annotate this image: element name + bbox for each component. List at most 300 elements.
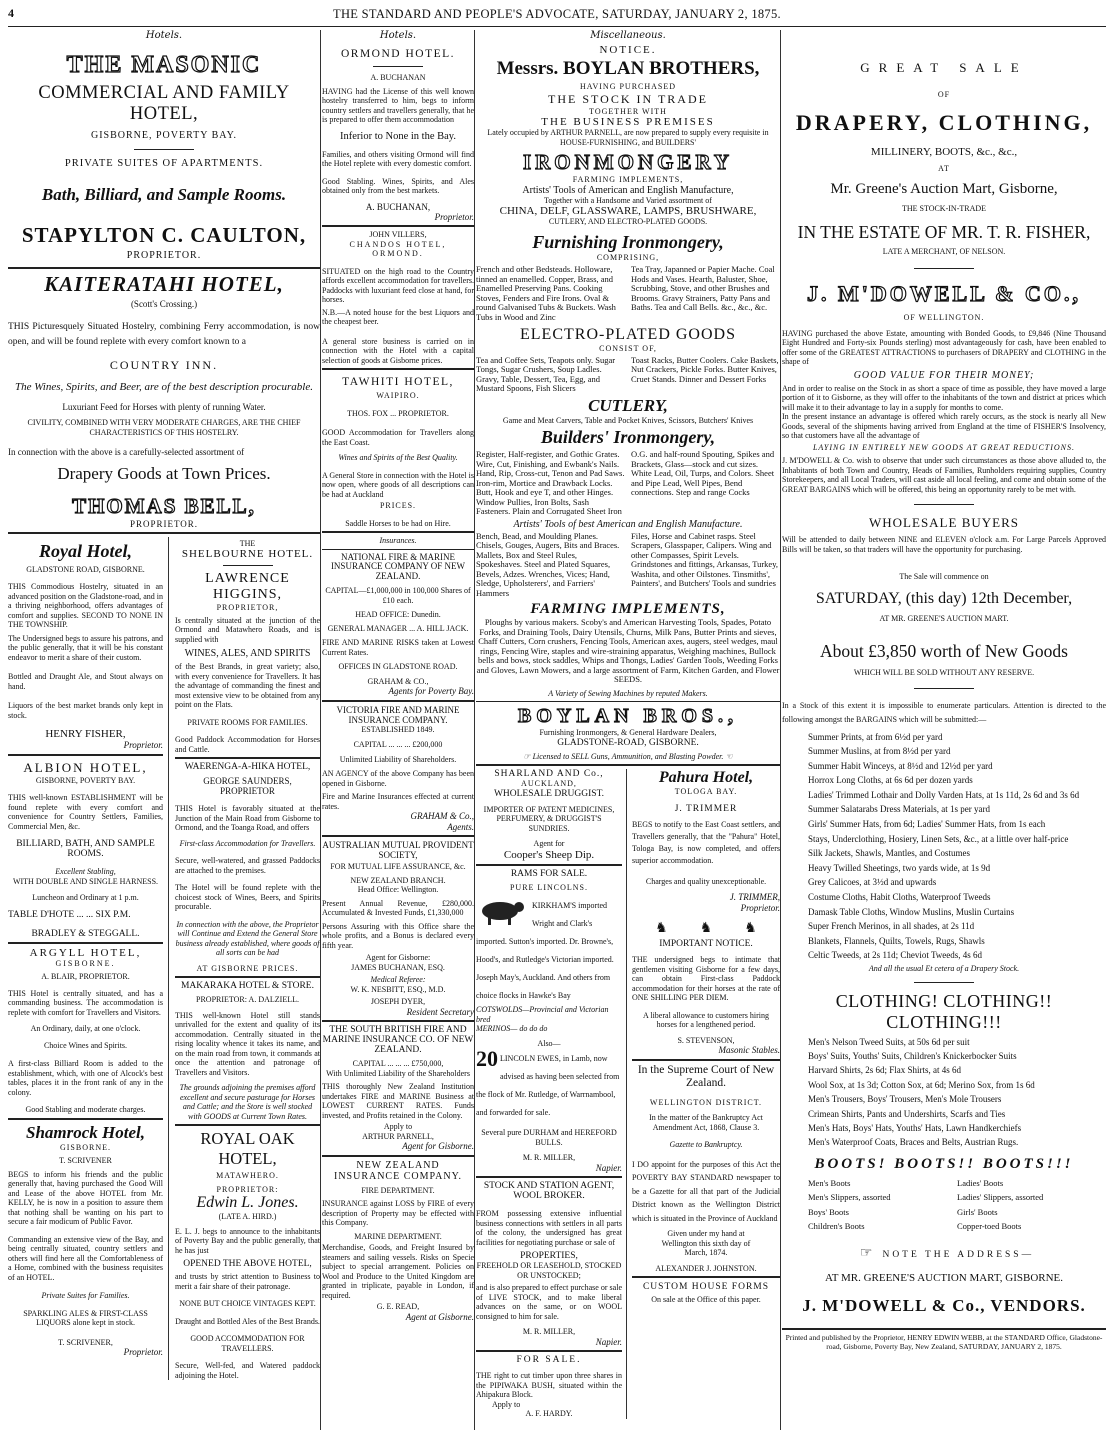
ad-title: AUSTRALIAN MUTUAL PROVIDENT SOCIETY, xyxy=(322,840,474,860)
list-item: Ladies' Boots xyxy=(957,1177,1004,1188)
ad-body: J. M'DOWELL & Co. wish to observe that under such circumstances as those above alluded to, the Inhabitants of both Town and Country, Heads of Families, Runholders requiring supplies, Country Storekeepers, and all Local Traders, will cast aside all local feeling, and come and obtain some of the GREAT BARGAINS which will be offered, this being an opportunity rarely to be met with. xyxy=(782,456,1106,494)
list-item: Men's Boots xyxy=(808,1177,851,1188)
ad-title: FOR SALE. xyxy=(516,1355,582,1365)
ad-body: THIS Picturesquely Situated Hostelry, combining Ferry accommodation, is now open, and will be found replete with every comfort known to a xyxy=(8,321,320,347)
stock-agent-ad xyxy=(476,1181,622,1347)
ad-line: OF xyxy=(937,90,951,99)
ad-line: CAPITAL ... ... ... £750,000, xyxy=(352,1059,444,1068)
ad-line: Private Suites for Families. xyxy=(41,1291,130,1300)
kaiteratahi-hotel-ad xyxy=(8,272,320,529)
ad-line: AT GISBORNE PRICES. xyxy=(196,963,299,973)
column-3 xyxy=(476,44,780,1434)
column-rule xyxy=(320,30,321,1430)
ad-line: IN THE ESTATE OF MR. T. R. FISHER, xyxy=(797,221,1091,242)
newspaper-title: THE STANDARD AND PEOPLE'S ADVOCATE, SATURDAY, JANUARY 2, 1875. xyxy=(333,7,781,21)
ad-place: WAIPIRO. xyxy=(376,391,420,400)
ad-line: THE STOCK-IN-TRADE xyxy=(901,204,987,213)
ad-title: ARGYLL HOTEL, xyxy=(29,946,142,959)
ad-body: In the matter of the Bankruptcy Act Amendment Act, 1868, Clause 3. xyxy=(649,1113,763,1132)
ad-body: Liquors of the best market brands only kept in stock. xyxy=(8,701,163,720)
ad-line: About £3,850 worth of New Goods xyxy=(820,641,1068,661)
ad-line: AT xyxy=(938,163,950,173)
ad-owner: STAPYLTON C. CAULTON, xyxy=(21,223,307,247)
masonic-hotel-ad xyxy=(8,52,320,261)
ad-line: WITH DOUBLE AND SINGLE HARNESS. xyxy=(12,876,159,886)
ad-body: The grounds adjoining the premises afford excellent and secure pasturage for Horses and Cattle; and the Store is well stocked with GOODS at Current Town Rates. xyxy=(179,1083,316,1121)
address-line: ☞ NOTE THE ADDRESS— xyxy=(859,1245,1035,1261)
list-item: Summer Prints, at from 6½d per yard xyxy=(808,731,943,742)
ad-owner: A. BLAIR, PROPRIETOR. xyxy=(41,972,130,981)
ad-line: Also— xyxy=(537,1038,561,1048)
section-heading: Hotels. xyxy=(379,30,417,41)
ad-title: WAERENGA-A-HIKA HOTEL, xyxy=(184,762,311,772)
ad-body: Good Stabling. Wines, Spirits, and Ales obtained only from the best markets. xyxy=(322,176,474,195)
ad-line: Builders' Ironmongery, xyxy=(540,427,716,447)
makaraka-hotel-ad xyxy=(175,981,320,1121)
ad-body: A liberal allowance to customers hiring horses for a lengthened period. xyxy=(643,1010,769,1029)
ormond-hotel-ad xyxy=(322,48,474,222)
column-3-lower xyxy=(476,769,780,1419)
ad-role: Agent at Gisborne. xyxy=(405,1311,474,1322)
list-item: Grey Calicoes, at 3½d and upwards xyxy=(808,877,937,888)
ad-body: Will be attended to daily between NINE and ELEVEN o'clock a.m. For Large Parcels Approved Bills will be taken, so that traders will have the opportunity for purchasing. xyxy=(782,535,1106,554)
list-item: Crimean Shirts, Pants and Undershirts, Scarfs and Ties xyxy=(808,1108,1006,1119)
ad-line: FREEHOLD OR LEASEHOLD, STOCKED OR UNSTOCKED; xyxy=(476,1261,622,1280)
ad-owner: T. SCRIVENER, xyxy=(58,1337,113,1347)
ad-body: Lately occupied by ARTHUR PARNELL, are now prepared to supply every requisite in HOUSE-FURNISHING, and BUILDERS' xyxy=(487,128,769,147)
ad-owner: ALEXANDER J. JOHNSTON. xyxy=(655,1263,757,1273)
ad-body: THIS thoroughly New Zealand Institution undertakes FIRE and MARINE Business at LOWEST CURRENT RATES. Funds invested, and Profits retained in the Colony. xyxy=(322,1082,474,1120)
list-item: Wool Sox, at 1s 3d; Cotton Sox, at 6d; Merino Sox, from 1s 6d xyxy=(808,1079,1035,1090)
ad-owner: GEORGE SAUNDERS, PROPRIETOR xyxy=(203,776,292,796)
ad-body: FROM possessing extensive influential business connections with settlers in all parts of the colony, the undersigned has great facilities for negotiating purchase or sale of xyxy=(476,1209,622,1247)
ad-line: AT MR. GREENE'S AUCTION MART. xyxy=(879,613,1009,623)
ad-line: WHOLESALE BUYERS xyxy=(869,515,1019,530)
ad-place: TOLOGA BAY. xyxy=(674,787,738,796)
ad-line: The Wines, Spirits, and Beer, are of the best description procurable. xyxy=(15,380,313,393)
boylan-brothers-ad xyxy=(476,44,780,761)
shamrock-hotel-ad xyxy=(8,1123,163,1358)
ad-place: ORMOND. xyxy=(372,249,424,258)
list-item: Boys' Suits, Youths' Suits, Children's Knickerbocker Suits xyxy=(808,1050,1017,1061)
chandos-hotel-ad xyxy=(322,230,474,365)
list-item: Men's Hats, Boys' Hats, Youths' Hats, Lawn Handkerchiefs xyxy=(808,1122,1022,1133)
ad-line: Mr. Greene's Auction Mart, Gisborne, xyxy=(830,181,1058,197)
ad-line: GLADSTONE-ROAD, GISBORNE. xyxy=(557,737,699,748)
ad-body: THE undersigned begs to intimate that gentlemen visiting Gisborne for a few days, can obtain First-class Paddock accommodation for their horses at the rate of ONE SHILLING PER DIEM. xyxy=(632,955,780,1002)
ad-line: (LATE A. HIRD.) xyxy=(218,1212,277,1221)
ewes-body: 20 LINCOLN EWES, in Lamb, now advised as having been selected from the flock of Mr. Rutledge, of Warrnambool, and forwarded for sale. xyxy=(476,1046,620,1117)
ad-body: THIS Hotel is favorably situated at the Junction of the Main Road from Gisborne to Ormond, and the Toanga Road, and offers xyxy=(175,804,320,832)
ad-line: Artists' Tools of best American and English Manufacture. xyxy=(513,518,743,530)
ad-line: An Ordinary, daily, at one o'clock. xyxy=(30,1024,141,1033)
ad-line: FOR MUTUAL LIFE ASSURANCE, &c. xyxy=(330,862,466,871)
ad-body: SITUATED on the high road to the Country affords excellent accommodation for travellers. Paddocks with luxuriant feed close at hand, for horses. xyxy=(322,266,474,304)
list-right: Toast Racks, Butter Coolers. Cake Baskets, Nut Crackers, Pickle Forks. Butter Knives, Cruet Stands. Dinner and Dessert Forks xyxy=(631,354,779,384)
ad-line: Unlimited Liability of Shareholders. xyxy=(339,754,457,764)
ad-subtitle: (Scott's Crossing.) xyxy=(130,299,198,309)
list-item: Celtic Tweeds, at 2s 11d; Cheviot Tweeds, 4s 6d xyxy=(808,950,983,961)
ad-line: NONE BUT CHOICE VINTAGES KEPT. xyxy=(179,1299,316,1308)
ad-body: BEGS to inform his friends and the public generally that, having purchased the Good Will and Lease of the above HOTEL from Mr. KELLY, he is now in a position to assure them that nothing shall be wanting on his part to secure a fair modicum of Public Favor. xyxy=(8,1169,163,1226)
ad-line: HEAD OFFICE: Dunedin. xyxy=(355,610,441,619)
ad-body: Fire and Marine Insurances effected at current rates. xyxy=(322,792,474,811)
ad-body: THIS well-known ESTABLISHMENT will be found replete with every comfort and convenience for Country Settlers, Families, Commercial Men, &c. xyxy=(8,793,163,831)
list-left: French and other Bedsteads. Holloware, tinned an enamelled. Copper, Brass, and Enamelled Preserving Pans. Cooking Stoves, Fenders and Fire Irons. Oval & round Galvanised Tubs & Buckets. Wash Tubs in Wood and Zinc xyxy=(476,264,616,322)
ad-title: STOCK AND STATION AGENT, WOOL BROKER. xyxy=(483,1181,615,1201)
list-left: Register, Half-register, and Gothic Grates. Wire, Cut, Finishing, and Ewbank's Nails. Hand, Rip, Cross-cut, Tenon and Pad Saws. Iron-rim, Mortice and Drawback Locks. Butt, Hook and eye T, and other Hinges. Window Pullies, Iron Bolts, Sash Fasteners. Plain and Corrugated Sheet Iron xyxy=(476,449,625,516)
ad-line: COUNTRY INN. xyxy=(109,357,219,372)
ad-role: Agent for Gisborne. xyxy=(402,1141,474,1151)
ad-line: Inferior to None in the Bay. xyxy=(340,130,456,142)
ad-body: Commanding an extensive view of the Bay, and being centrally situated, country settlers and others will find here all the Comfortableness of a Home, combined with the business requisites of an HOTEL. xyxy=(8,1234,163,1282)
artists-tools-list xyxy=(476,532,780,599)
list-item: Men's Nelson Tweed Suits, at 50s 6d per suit xyxy=(808,1036,970,1047)
ad-place: AUCKLAND, xyxy=(521,779,577,788)
ad-line: Charges and quality unexceptionable. xyxy=(645,876,767,886)
ad-body: HAVING purchased the above Estate, amounting with Bonded Goods, to £9,846 (Nine Thousand Eight Hundred and Forty-six Pounds sterling) most advantageously for cash, have been enabled to offer some of the GREATEST ATTRACTIONS to purchasers of DRAPERY and CLOTHING in the shape of xyxy=(782,328,1106,366)
ad-line: Artists' Tools of American and English Manufacture, xyxy=(522,184,734,196)
ad-line: ☞ Licensed to SELL Guns, Ammunition, and Blasting Powder. ☜ xyxy=(523,751,733,761)
ad-owner: J. M'DOWELL & CO., xyxy=(806,281,1081,306)
list-item: Silk Jackets, Shawls, Mantles, and Costumes xyxy=(808,848,970,859)
ad-line: SPARKLING ALES & FIRST-CLASS LIQUORS alone kept in stock. xyxy=(23,1308,148,1327)
ad-line: OFFICES IN GLADSTONE ROAD. xyxy=(338,662,458,671)
ad-line: COTSWOLDS—Provincial and Victorian bred xyxy=(476,1005,609,1024)
ad-line: CONSIST OF, xyxy=(599,344,657,353)
column-3a xyxy=(476,769,627,1419)
ad-line: JAMES BUCHANAN, ESQ. xyxy=(351,962,445,972)
ad-line: The Sale will commence on xyxy=(899,572,989,581)
ad-line: PRICES. xyxy=(379,501,417,510)
goods-list xyxy=(782,730,1106,964)
ad-owner: A. BUCHANAN, xyxy=(365,201,431,212)
ad-line: CIVILITY, COMBINED WITH VERY MODERATE CHARGES, ARE THE CHIEF CHARACTERISTICS OF THIS HOSTELRY. xyxy=(27,418,301,437)
ad-role: Resident Secretary xyxy=(406,1006,474,1017)
ad-line: IMPORTANT NOTICE. xyxy=(659,939,753,949)
ad-line: Furnishing Ironmongery, xyxy=(532,231,724,252)
ad-line: NEW ZEALAND BRANCH. xyxy=(350,875,446,885)
ad-line: GOOD VALUE FOR THEIR MONEY; xyxy=(853,369,1035,381)
ad-line: Wines and Spirits of the Best Quality. xyxy=(338,453,458,462)
ad-body: CAPITAL—£1,000,000 in 100,000 Shares of £10 each. xyxy=(325,586,471,605)
list-item: Damask Table Cloths, Window Muslins, Muslin Curtains xyxy=(808,906,1015,917)
ad-line: Good Paddock Accommodation for Horses and Cattle. xyxy=(175,735,320,754)
ad-line: ELECTRO-PLATED GOODS xyxy=(520,326,736,343)
ad-line: DRAPERY, CLOTHING, xyxy=(795,109,1093,135)
builders-list xyxy=(476,450,780,517)
horse-icons xyxy=(632,919,780,937)
page-number: 4 xyxy=(8,6,14,20)
ad-role: PROPRIETOR, xyxy=(216,603,279,612)
section-heading: Hotels. xyxy=(145,30,183,41)
ad-title: KAITERATAHI HOTEL, xyxy=(44,272,284,296)
ad-body: Persons Assuring with this Office share the whole profits, and a Bonus is declared every fifth year. xyxy=(322,921,474,950)
ad-role: Proprietor. xyxy=(740,902,780,913)
insurance-section xyxy=(322,536,474,1322)
ad-body: AN AGENCY of the above Company has been opened in Gisborne. xyxy=(322,769,474,788)
ad-line: MARINE DEPARTMENT. xyxy=(354,1231,442,1241)
rams-for-sale-ad xyxy=(476,869,622,1174)
ad-line: Gazette to Bankruptcy. xyxy=(669,1140,743,1149)
list-item: Summer Salatarabs Dress Materials, at 1s per yard xyxy=(808,804,990,815)
column-4 xyxy=(782,30,1106,1434)
ad-body: IMPORTER OF PATENT MEDICINES, PERFUMERY, & DRUGGIST'S SUNDRIES. xyxy=(483,804,615,833)
supreme-court-notice xyxy=(632,1064,780,1305)
column-1-lower xyxy=(8,537,320,1381)
electro-list xyxy=(476,356,780,394)
ad-line: NOTICE. xyxy=(599,44,657,56)
boots-list-right xyxy=(957,1176,1106,1234)
ad-body: THIS Commodious Hostelry, situated in an advanced position on the Gladstone-road, and in a thriving neighborhood, offers advantages of comfort and supplies. SECOND TO NONE IN THE TOWNSHIP. xyxy=(8,582,163,629)
ad-line: FIRE DEPARTMENT. xyxy=(361,1185,435,1195)
ad-line: CAPITAL ... ... ... £200,000 xyxy=(353,740,443,749)
ad-place: GISBORNE. xyxy=(55,958,116,968)
ad-body: In connection with the above, the Proprietor will Continue and Extend the General Store business already established, where goods of all sorts can be had xyxy=(175,919,320,957)
ad-line: Furnishing Ironmongers, & General Hardware Dealers, xyxy=(539,728,717,737)
ad-line: With Unlimited Liability of the Shareholders xyxy=(326,1068,470,1078)
ad-line: Apply to xyxy=(492,1399,521,1409)
masthead xyxy=(8,4,1106,27)
ad-owner: J. TRIMMER, xyxy=(729,892,780,902)
ad-title: SHELBOURNE HOTEL. xyxy=(181,548,314,560)
ad-line: Medical Referee: xyxy=(370,975,426,984)
ad-title: RAMS FOR SALE. xyxy=(510,868,588,879)
pointing-hand-icon: ☞ xyxy=(859,1245,873,1261)
ad-body: The Hotel will be found replete with the choicest stock of Wines, Beers, and Spirits procurable. xyxy=(175,883,320,911)
ad-role: Proprietor. xyxy=(434,211,474,222)
ad-line: GOOD ACCOMMODATION FOR TRAVELLERS. xyxy=(190,1334,305,1353)
ad-body: Secure, well-watered, and grassed Paddocks are attached to the premises. xyxy=(175,856,320,875)
imprint: Printed and published by the Proprietor, HENRY EDWIN WEBB, at the STANDARD Office, Gladstone-road, Gisborne, Poverty Bay, New Zealand, SATURDAY, JANUARY 2, 1875. xyxy=(785,1332,1103,1351)
ad-body: A General Store in connection with the Hotel is now open, where goods of all descriptions can be had at Auckland xyxy=(322,470,474,499)
ad-body: and trusts by strict attention to Business to merit a fair share of their patronage. xyxy=(175,1272,320,1291)
list-item: Boys' Boots xyxy=(808,1206,849,1217)
ad-role: Agents for Poverty Bay. xyxy=(388,686,474,696)
furnishing-list xyxy=(476,265,780,322)
ad-line: AT MR. GREENE'S AUCTION MART, GISBORNE. xyxy=(824,1271,1064,1284)
ad-owner: J. TRIMMER xyxy=(674,803,738,814)
ad-owner: HENRY FISHER, xyxy=(45,728,126,740)
ad-line: IRONMONGERY xyxy=(522,150,734,174)
ad-title: SHARLAND AND Co., xyxy=(494,769,604,779)
ad-line: OF WELLINGTON. xyxy=(903,313,985,322)
argyll-hotel-ad xyxy=(8,947,163,1115)
ad-body: A general store business is carried on in connection with the Hotel with a capital selection of goods at Gisborne prices. xyxy=(322,336,474,365)
ad-title: ALBION HOTEL, xyxy=(23,759,148,775)
ad-role: Proprietor. xyxy=(123,740,163,750)
ad-body: In a Stock of this extent it is impossible to enumerate particulars. Attention is directed to the following amongst the BARGAINS which will be submitted:— xyxy=(782,700,1106,724)
ad-line: LAYING IN ENTIRELY NEW GOODS AT GREAT REDUCTIONS. xyxy=(812,442,1076,452)
ad-line: A Variety of Sewing Machines by reputed Makers. xyxy=(548,688,708,698)
ad-title: ORMOND HOTEL. xyxy=(340,48,456,60)
ad-line: CUTLERY, xyxy=(588,395,668,415)
list-item: Copper-toed Boots xyxy=(957,1221,1022,1232)
list-item: Men's Slippers, assorted xyxy=(808,1192,891,1203)
column-rule xyxy=(474,30,475,1430)
ad-line: COMPRISING, xyxy=(596,252,660,262)
ad-line: CUTLERY, AND ELECTRO-PLATED GOODS. xyxy=(548,217,708,226)
ad-body: Present Annual Revenue, £280,000. Accumulated & Invested Funds, £1,330,000 xyxy=(322,898,474,917)
ad-role: Napier. xyxy=(595,1162,622,1173)
ad-body: BEGS to notify to the East Coast settlers, and Travellers generally, that the "Pahura" Hotel, Tologa Bay, is now completed, and offers superior accommodation. xyxy=(632,819,780,865)
ad-line: PRIVATE SUITES OF APARTMENTS. xyxy=(64,158,264,169)
ad-body: THE right to cut timber upon three shares in the PIPIWAKA BUSH, situated within the Ahipakura Block. xyxy=(476,1371,622,1399)
ad-owner: T. SCRIVENER xyxy=(59,1156,112,1165)
ad-title: THE MASONIC xyxy=(66,52,262,78)
ad-line: Agent for Gisborne: xyxy=(365,953,431,962)
royal-hotel-ad xyxy=(8,541,163,751)
ad-role: PROPRIETOR. xyxy=(126,250,202,261)
list-item: Ladies' Slippers, assorted xyxy=(957,1192,1044,1203)
rams-body: KIRKHAM'S imported Wright and Clark's imported. Sutton's imported. Dr. Browne's, Hood's, and Rutledge's Victorian imported. Joseph May's, Auckland. And others from choice flocks in Hawke's Bay xyxy=(476,895,622,1003)
ad-line: Secure, Well-fed, and Watered paddock adjoining the Hotel. xyxy=(175,1361,320,1380)
list-item: Ladies' Trimmed Lothair and Dolly Varden Hats, at 1s 11d, 2s 6d and 3s 6d xyxy=(808,789,1080,800)
ad-owner: GRAHAM & CO., xyxy=(367,676,429,686)
list-item: Costume Cloths, Habit Cloths, Waterproof Tweeds xyxy=(808,892,991,903)
ad-line: On sale at the Office of this paper. xyxy=(651,1295,761,1304)
horse-icon: ♞ xyxy=(744,921,757,936)
ad-line: WHICH WILL BE SOLD WITHOUT ANY RESERVE. xyxy=(853,668,1035,677)
ad-body: Is centrally situated at the junction of the Ormond and Matawhero Roads, and is supplied with xyxy=(175,615,320,644)
column-rule xyxy=(780,30,781,1430)
sheep-icon xyxy=(476,897,528,927)
list-item: Blankets, Flannels, Quilts, Towels, Rugs, Shawls xyxy=(808,935,985,946)
ad-line: TABLE D'HOTE ... ... SIX P.M. xyxy=(8,909,131,920)
ad-body: Families, and others visiting Ormond will find the Hotel replete with every domestic comfort. xyxy=(322,149,474,168)
ad-line: Together with a Handsome and Varied assortment of xyxy=(544,195,712,205)
ad-body: INSURANCE against LOSS by FIRE of every description of Property may be effected with this Company. xyxy=(322,1199,474,1227)
column-1a xyxy=(8,537,169,1381)
ad-line: OPENED THE ABOVE HOTEL, xyxy=(183,1259,312,1269)
albion-hotel-ad xyxy=(8,760,163,939)
column-2 xyxy=(322,44,474,1434)
ad-body: In the present instance an advantage is offered which rarely occurs, as the stock is nearly all New Goods, several of the shipments having arrived from England at the time of FISHER'S Insolvency, so that customers have all the advantage of xyxy=(782,412,1106,440)
ad-role: PROPRIETOR. xyxy=(129,518,199,529)
list-right: O.G. and half-round Spouting, Spikes and Brackets, Glass—stock and cut sizes. White Lead, Oil, Turps, and Colors. Sheet and Pipe Lead, Well Pipes, Bend connections. Step and range Cocks xyxy=(631,449,775,497)
list-item: Men's Trousers, Boys' Trousers, Men's Mole Trousers xyxy=(808,1094,1002,1105)
ad-line: Draught and Bottled Ales of the Best Brands. xyxy=(175,1316,320,1326)
list-right: Files, Horse and Cabinet rasps. Steel Scrapers, Glasspaper, Calipers. Wing and other Compasses, Spirit Levels. Grindstones and fittings, Arkansas, Turkey, Washita, and other Oilstones. Tinsmiths', Painters', and Butchers' Tools and sundries xyxy=(631,530,779,588)
ad-line: First-class Accommodation for Travellers. xyxy=(179,838,316,848)
ad-owner: A. F. HARDY. xyxy=(525,1409,573,1418)
ad-body: Bottled and Draught Ale, and Stout always on hand. xyxy=(8,672,163,691)
list-item: Summer Muslins, at from 8½d per yard xyxy=(808,746,951,757)
boots-list xyxy=(782,1176,1106,1234)
ad-line: WINES, ALES, AND SPIRITS xyxy=(184,648,311,659)
ad-line: MILLINERY, BOOTS, &c., &c., xyxy=(870,145,1018,158)
list-item: Girls' Boots xyxy=(957,1206,998,1217)
ad-line: SATURDAY, (this day) 12th December, xyxy=(815,589,1073,607)
ad-owner: Edwin L. Jones. xyxy=(196,1194,299,1211)
ad-body: N.B.—A noted house for the best Liquors and the cheapest beer. xyxy=(322,307,474,326)
ad-owner: G. E. READ, xyxy=(376,1302,420,1311)
ad-owner: BRADLEY & STEGGALL. xyxy=(31,928,140,939)
gun-icon: ☜ xyxy=(723,751,733,761)
ad-body: HAVING had the License of this well known hostelry transferred to him, begs to inform country settlers and travellers generally, that he is prepared to offer them accommodation xyxy=(322,86,474,124)
ad-line: Saddle Horses to be had on Hire. xyxy=(345,518,451,528)
ad-owner: PROPRIETOR: A. DALZIELL. xyxy=(196,995,299,1004)
section-heading: Insurances. xyxy=(379,536,417,545)
ad-role: Napier. xyxy=(595,1336,622,1347)
ad-title: Royal Hotel, xyxy=(39,540,132,561)
column-3b xyxy=(632,769,780,1419)
ad-title: ROYAL OAK HOTEL, xyxy=(200,1129,295,1168)
ad-line: PURE LINCOLNS. xyxy=(509,882,588,892)
ad-place: GISBORNE, POVERTY BAY. xyxy=(35,775,136,785)
ad-body: of the Best Brands, in great variety; also, with every convenience for Travellers. It has the advantage of commanding the finest and most extensive view to be obtained from any point on the Flats. xyxy=(175,662,320,709)
royal-oak-hotel-ad xyxy=(175,1129,320,1380)
ad-line: Excellent Stabling, xyxy=(55,867,116,876)
ad-line: In connection with the above is a carefully-selected assortment of xyxy=(8,447,245,457)
ad-owner: THOS. FOX ... PROPRIETOR. xyxy=(347,408,449,418)
list-item: Heavy Twilled Sheetings, two yards wide, at 1s 9d xyxy=(808,862,991,873)
ad-line: Good Stabling and moderate charges. xyxy=(25,1105,146,1114)
waerenga-hotel-ad xyxy=(175,762,320,973)
list-item: Men's Waterproof Coats, Braces and Belts, Austrian Rugs. xyxy=(808,1137,1019,1148)
ad-body: THIS well-known Hotel still stands unrivalled for the extent and quality of its accommodation. Centrally situated in the rising locality whence it takes its name, and on the main road from town, it commands at once the attention and patronage of Travellers and Visitors. xyxy=(175,1010,320,1077)
ad-role: Masonic Stables. xyxy=(718,1045,780,1055)
ad-title: THE SOUTH BRITISH FIRE AND MARINE INSURANCE CO. OF NEW ZEALAND. xyxy=(322,1025,474,1055)
ad-title: Pahura Hotel, xyxy=(658,769,754,786)
for-sale-ad xyxy=(476,1355,622,1419)
ad-title: MAKARAKA HOTEL & STORE. xyxy=(180,981,314,991)
pahura-hotel-ad xyxy=(632,769,780,1056)
column-1 xyxy=(8,44,320,1434)
ad-line: THE BUSINESS PREMISES xyxy=(541,116,715,128)
ad-line: GENERAL MANAGER ... A. HILL JACK. xyxy=(327,623,469,633)
ad-body: Given under my hand at Wellington this sixth day of March, 1874. xyxy=(661,1229,751,1257)
ad-body: Ploughs by various makers. Scoby's and American Harvesting Tools, Spades, Potato Forks, and Draining Tools, Dairy Utensils, Churns, Milk Pans, Butter Prints and sieves, Chaff Cutters, Corn crushers, Fencing Tools, American axes, augers, steel wedges, maul rings, Fencing Wire, staples and wire-straining apparatus, Weighing machines, Bullock bells and bows, stock saddles, Whips and Thongs, Ladies' Garden Tools, Weeding Forks and Gloves, Lawn Mowers, and a large assortment of Farm, Kitchen Garden, and Flower SEEDS. xyxy=(476,617,780,684)
ad-body: and is also prepared to effect purchase or sale of LIVE STOCK, and to make liberal advances on the same, or on WOOL consigned to him for sale. xyxy=(476,1283,622,1321)
list-item: Harvard Shirts, 2s 6d; Flax Shirts, at 4s 6d xyxy=(808,1065,961,1076)
ad-place: GLADSTONE ROAD, GISBORNE. xyxy=(26,564,145,574)
ad-line: ESTABLISHED 1849. xyxy=(361,724,435,734)
list-left: Tea and Coffee Sets, Teapots only. Sugar Tongs, Sugar Crushers, Soup Ladles. Gravy, Table, Dessert, Tea, Egg, and Mustard Spoons, Fish Slicers xyxy=(476,354,616,393)
ad-title: NATIONAL FIRE & MARINE INSURANCE COMPANY OF NEW ZEALAND. xyxy=(330,551,466,581)
horse-icon: ♞ xyxy=(655,921,668,936)
ad-owner: J. M'DOWELL & Co., VENDORS. xyxy=(802,1295,1086,1315)
ad-title: Messrs. BOYLAN BROTHERS, xyxy=(496,58,760,79)
ad-line: W. K. NESBITT, ESQ., M.D. xyxy=(350,984,446,994)
ad-line: HAVING PURCHASED xyxy=(579,82,677,91)
ad-owner: A. BUCHANAN xyxy=(370,73,426,82)
ad-line: THE STOCK IN TRADE xyxy=(548,91,708,106)
ad-place: MATAWHERO. xyxy=(216,1171,279,1180)
ad-owner: LAWRENCE HIGGINS, xyxy=(205,571,290,602)
section-heading: Miscellaneous. xyxy=(590,30,666,41)
ad-body: FIRE AND MARINE RISKS taken at Lowest Current Rates. xyxy=(322,638,474,657)
list-item: Summer Habit Winceys, at 8½d and 12½d per yard xyxy=(808,760,993,771)
ad-line: WELLINGTON DISTRICT. xyxy=(649,1097,763,1107)
clothes-list xyxy=(782,1035,1106,1150)
ad-line: PROPERTIES, xyxy=(520,1251,578,1261)
ad-role: Agents. xyxy=(447,821,474,832)
ad-line: FARMING IMPLEMENTS, xyxy=(530,601,726,617)
ad-owner: M. R. MILLER, xyxy=(522,1153,576,1162)
ad-place: GISBORNE, POVERTY BAY. xyxy=(90,130,238,141)
ad-owner: ARTHUR PARNELL, xyxy=(362,1131,434,1141)
shelbourne-hotel-ad xyxy=(175,539,320,755)
ad-line: Cooper's Sheep Dip. xyxy=(503,848,595,861)
ad-title: CHANDOS HOTEL, xyxy=(349,239,447,249)
ad-title: Shamrock Hotel, xyxy=(25,1122,145,1142)
list-item: Children's Boots xyxy=(808,1221,865,1232)
list-item: Stays, Underclothing, Hosiery, Linen Sets, &c., at a little over half-price xyxy=(808,833,1069,844)
ad-body: GOOD Accommodation for Travellers along the East Coast. xyxy=(322,428,474,447)
sharland-ad xyxy=(476,769,622,861)
ad-line: CLOTHING! CLOTHING!! CLOTHING!!! xyxy=(835,990,1053,1032)
